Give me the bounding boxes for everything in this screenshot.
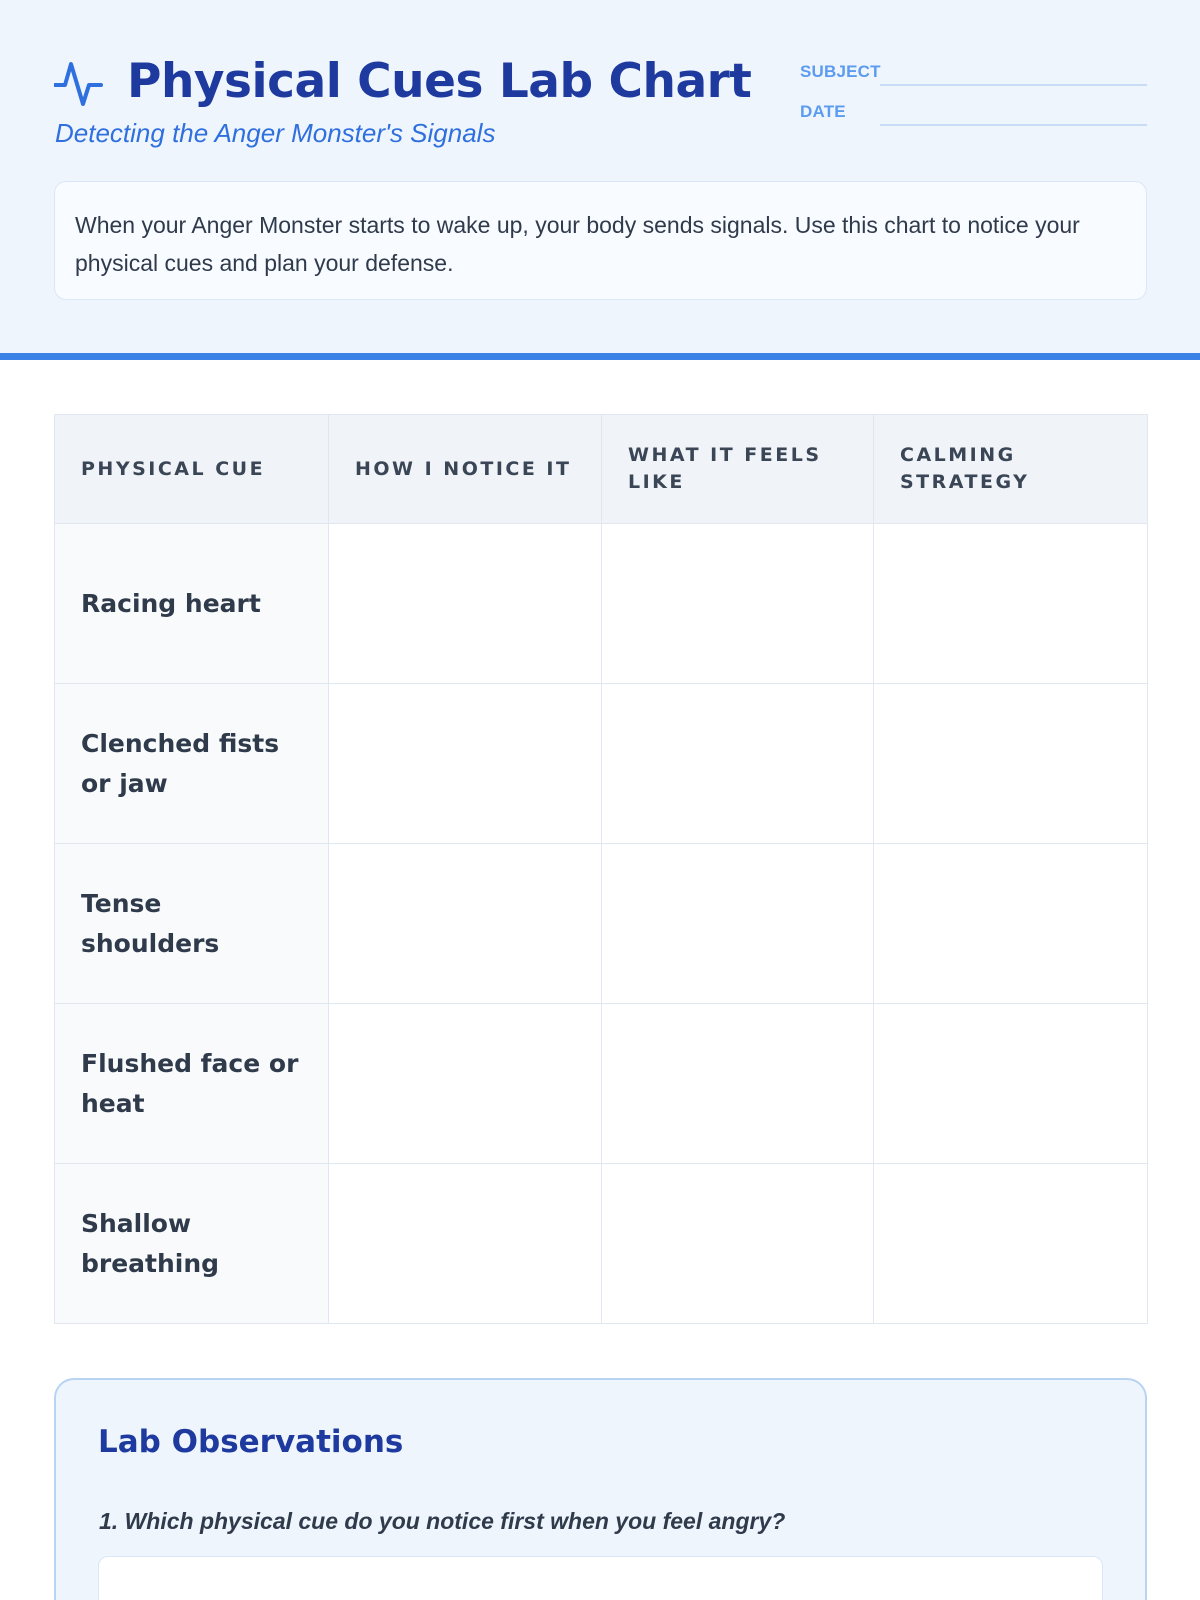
cue-label: Racing heart (55, 524, 329, 684)
subject-field[interactable] (880, 84, 1147, 86)
column-header-what-it-feels-like: WHAT IT FEELS LIKE (602, 415, 874, 524)
column-header-calming-strategy: CALMING STRATEGY (874, 415, 1148, 524)
lab-observations-section (54, 1378, 1147, 1600)
notice-cell[interactable] (329, 844, 602, 1004)
notice-cell[interactable] (329, 1164, 602, 1324)
column-header-physical-cue: PHYSICAL CUE (55, 415, 329, 524)
page-title: Physical Cues Lab Chart (127, 54, 752, 109)
cue-label: Shallow breathing (55, 1164, 329, 1324)
strategy-cell[interactable] (874, 1004, 1148, 1164)
table-row (55, 1164, 1148, 1324)
worksheet-header (0, 0, 1200, 355)
date-label: DATE (800, 102, 846, 121)
table-row (55, 684, 1148, 844)
feels-cell[interactable] (602, 1164, 874, 1324)
section-title: Lab Observations (98, 1424, 404, 1460)
column-header-how-i-notice-it: HOW I NOTICE IT (329, 415, 602, 524)
answer-field[interactable] (98, 1556, 1103, 1600)
strategy-cell[interactable] (874, 844, 1148, 1004)
strategy-cell[interactable] (874, 1164, 1148, 1324)
cue-label: Clenched fists or jaw (55, 684, 329, 844)
date-field[interactable] (880, 124, 1147, 126)
table-header-row (55, 415, 1148, 524)
feels-cell[interactable] (602, 1004, 874, 1164)
strategy-cell[interactable] (874, 684, 1148, 844)
header-divider (0, 353, 1200, 360)
cue-label: Tense shoulders (55, 844, 329, 1004)
feels-cell[interactable] (602, 844, 874, 1004)
table-row (55, 844, 1148, 1004)
table-row (55, 1004, 1148, 1164)
strategy-cell[interactable] (874, 524, 1148, 684)
feels-cell[interactable] (602, 524, 874, 684)
table-row (55, 524, 1148, 684)
page-subtitle: Detecting the Anger Monster's Signals (55, 118, 496, 148)
notice-cell[interactable] (329, 684, 602, 844)
pulse-icon (54, 58, 106, 110)
subject-label: SUBJECT (800, 62, 881, 81)
cue-label: Flushed face or heat (55, 1004, 329, 1164)
intro-text: When your Anger Monster starts to wake up, your body sends signals. Use this chart to notice your physical cues and plan your defense. (54, 181, 1147, 300)
physical-cues-table (54, 414, 1148, 1324)
feels-cell[interactable] (602, 684, 874, 844)
notice-cell[interactable] (329, 524, 602, 684)
notice-cell[interactable] (329, 1004, 602, 1164)
question-text: 1. Which physical cue do you notice first when you feel angry? (99, 1508, 786, 1534)
